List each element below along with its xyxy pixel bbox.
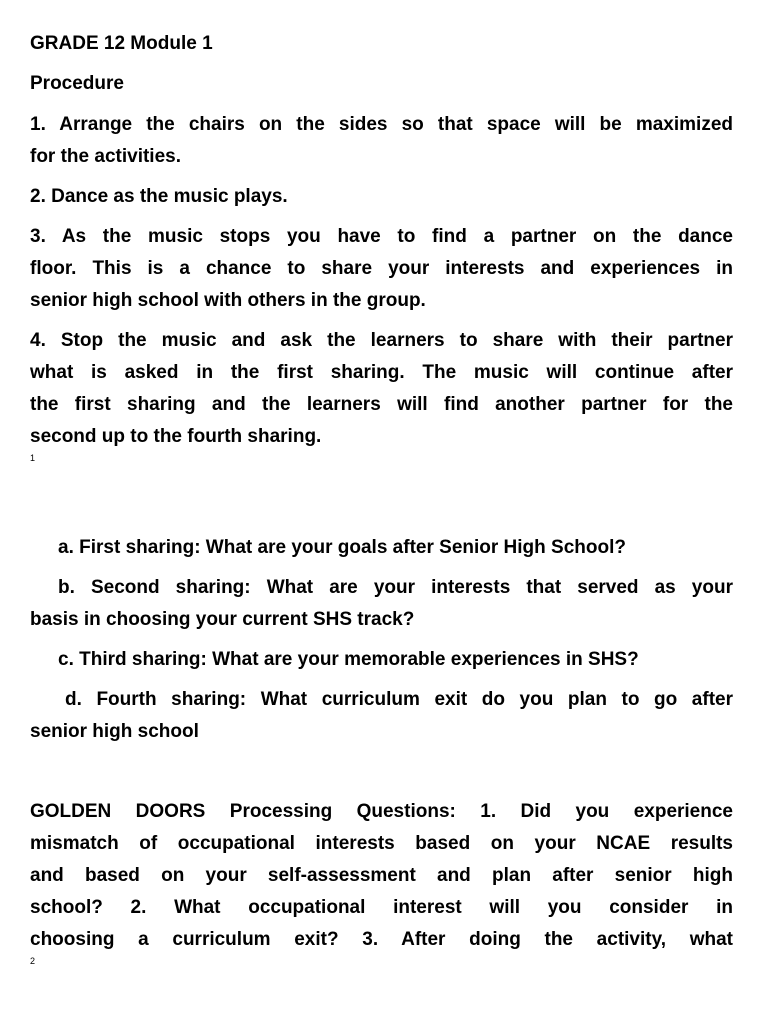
step-3-line-2: floor. This is a chance to share your interests and experiences in xyxy=(30,258,733,279)
step-3-line-3: senior high school with others in the group. xyxy=(30,290,426,311)
sharing-d-line-2: senior high school xyxy=(30,721,199,742)
processing-line-3: and based on your self-assessment and plan after senior high xyxy=(30,865,733,886)
page-marker-2: 2 xyxy=(30,956,36,966)
sharing-d-line-1: d. Fourth sharing: What curriculum exit do you plan to go after xyxy=(65,689,733,710)
step-4-line-4: second up to the fourth sharing. xyxy=(30,426,322,447)
step-4-line-2: what is asked in the first sharing. The music will continue after xyxy=(30,362,733,383)
processing-line-1: GOLDEN DOORS Processing Questions: 1. Did you experience xyxy=(30,801,733,822)
step-4-line-1: 4. Stop the music and ask the learners to share with their partner xyxy=(30,330,733,351)
sharing-b-line-1: b. Second sharing: What are your interests that served as your xyxy=(58,577,733,598)
page-marker-1: 1 xyxy=(30,453,36,463)
step-3-line-1: 3. As the music stops you have to find a partner on the dance xyxy=(30,226,733,247)
sharing-a: a. First sharing: What are your goals after Senior High School? xyxy=(58,537,626,558)
step-2: 2. Dance as the music plays. xyxy=(30,186,288,207)
procedure-heading: Procedure xyxy=(30,73,124,94)
step-1-line-2: for the activities. xyxy=(30,146,181,167)
sharing-c: c. Third sharing: What are your memorable experiences in SHS? xyxy=(58,649,639,670)
processing-line-2: mismatch of occupational interests based on your NCAE results xyxy=(30,833,733,854)
processing-line-4: school? 2. What occupational interest will you consider in xyxy=(30,897,733,918)
step-4-line-3: the first sharing and the learners will find another partner for the xyxy=(30,394,733,415)
step-1-line-1: 1. Arrange the chairs on the sides so that space will be maximized xyxy=(30,114,733,135)
document-title: GRADE 12 Module 1 xyxy=(30,33,213,54)
processing-line-5: choosing a curriculum exit? 3. After doing the activity, what xyxy=(30,929,733,950)
sharing-b-line-2: basis in choosing your current SHS track? xyxy=(30,609,415,630)
